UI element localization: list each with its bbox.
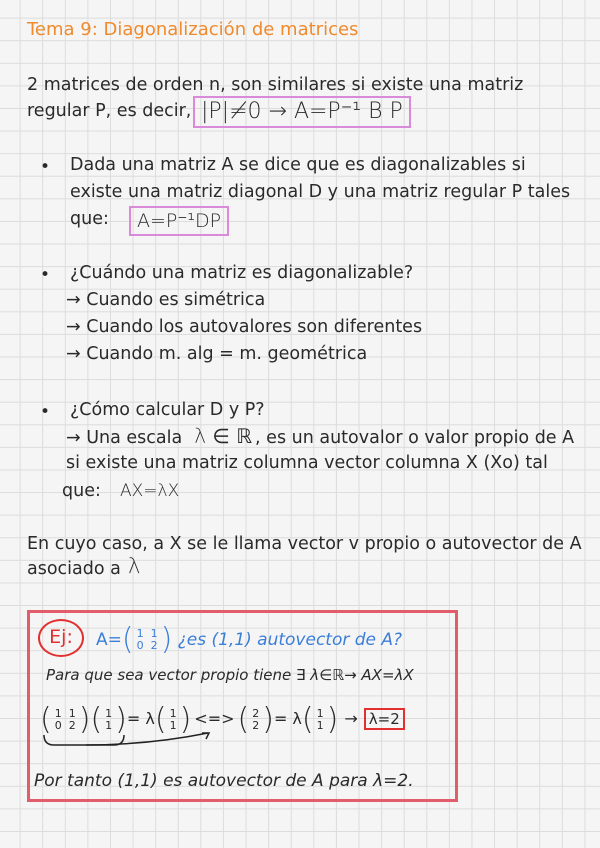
eq-equals: = λ xyxy=(126,709,155,728)
closing-line-1: En cuyo caso, a X se le llama vector v propio o autovector de A xyxy=(27,534,582,554)
result-box: λ=2 xyxy=(364,708,405,730)
intro-line-2: regular P, es decir, xyxy=(27,101,192,121)
bullet2-question: ¿Cuándo una matriz es diagonalizable? xyxy=(70,263,414,283)
bullet2-item-2: → Cuando los autovalores son diferentes xyxy=(66,317,423,337)
similarity-formula: |P|≠0 → A=P⁻¹ B P xyxy=(193,96,411,128)
page-title: Tema 9: Diagonalización de matrices xyxy=(27,19,359,40)
bullet3-line-1b: , es un autovalor o valor propio de A xyxy=(255,428,575,448)
bracket-arrow-icon xyxy=(38,731,238,753)
example-equation: ( 1 1 0 2 )( 1 1 )= λ( 1 1 ) <=> ( 2 2 )= λ( 1 1 ) → λ=2 xyxy=(40,699,405,739)
example-conclusion: Por tanto (1,1) es autovector de A para λ=2. xyxy=(34,771,414,791)
example-question: A=( 1 1 0 2 ) ¿es (1,1) autovector de A? xyxy=(96,622,403,657)
eq-implies: → xyxy=(344,709,358,728)
bullet-dot: • xyxy=(40,265,51,285)
lambda-in-reals: λ ∈ ℝ xyxy=(194,424,253,448)
example-question-b: ¿es (1,1) autovector de A? xyxy=(177,630,403,650)
bullet1-line-3: que: xyxy=(70,209,109,229)
bullet2-item-3: → Cuando m. alg = m. geométrica xyxy=(66,344,368,364)
bullet3-line-1a: → Una escala xyxy=(66,428,183,448)
bullet3-line-2: si existe una matriz columna vector columna X (Xo) tal xyxy=(66,453,548,473)
bullet1-line-1: Dada una matriz A se dice que es diagonalizables si xyxy=(70,155,526,175)
eq-iff: <=> xyxy=(194,709,235,728)
example-box xyxy=(27,610,458,802)
bullet2-item-1: → Cuando es simétrica xyxy=(66,290,266,310)
example-label: Ej: xyxy=(38,619,84,657)
closing-lambda: λ xyxy=(128,554,141,578)
eq-equals-2: = λ xyxy=(273,709,302,728)
bullet1-line-2: existe una matriz diagonal D y una matriz regular P tales xyxy=(70,182,571,202)
bullet3-line-3: que: xyxy=(62,481,101,501)
eigen-formula: AX=λX xyxy=(120,481,180,501)
example-question-a: A= xyxy=(96,630,122,650)
example-condition: Para que sea vector propio tiene ∃ λ∈ℝ→ AX=λX xyxy=(46,666,414,684)
bullet3-question: ¿Cómo calcular D y P? xyxy=(70,400,265,420)
bullet-dot: • xyxy=(40,157,51,177)
closing-line-2: asociado a xyxy=(27,559,121,579)
intro-line-1: 2 matrices de orden n, son similares si existe una matriz xyxy=(27,75,524,95)
bullet-dot: • xyxy=(40,402,51,422)
bullet3-line-1 xyxy=(66,424,574,450)
diagonal-formula: A=P⁻¹DP xyxy=(129,206,229,236)
